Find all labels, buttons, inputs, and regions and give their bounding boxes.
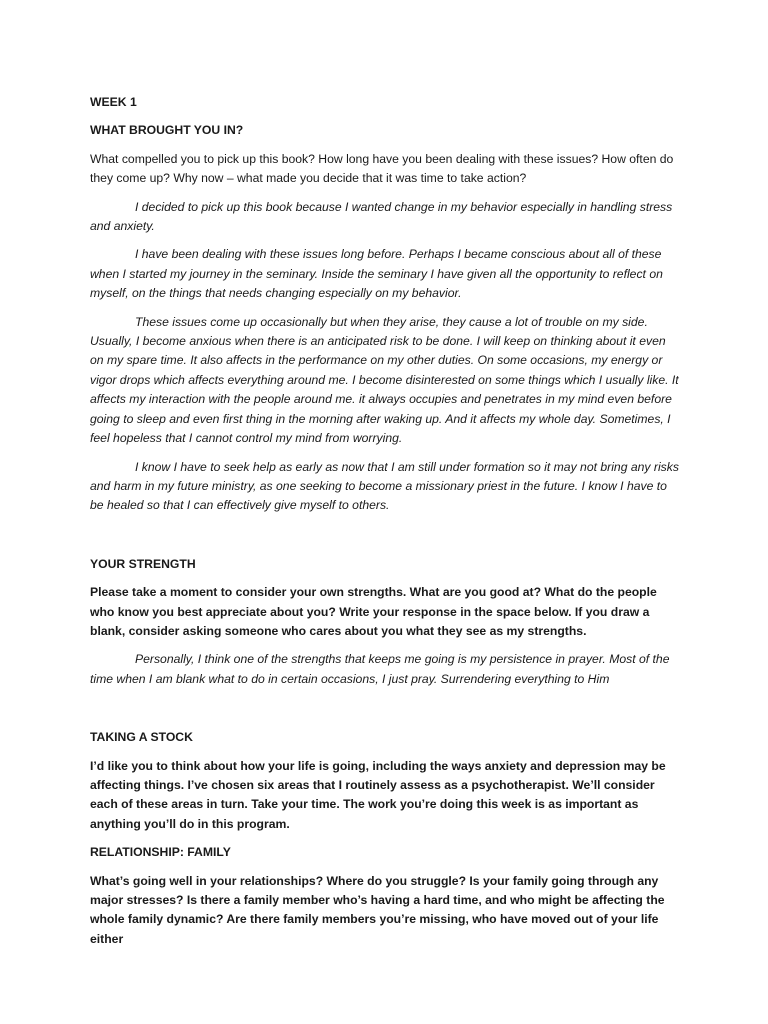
answer-paragraph: I have been dealing with these issues long before. Perhaps I became conscious about all of these when I started my journey in the seminary. Inside the seminary I have given all the opportunity to reflect on myself, on the things that needs changing especially on my behavior. (90, 247, 663, 301)
section-intro: I’d like you to think about how your life is going, including the ways anxiety and depression may be affecting things. I’ve chosen six areas that I routinely assess as a psychotherapist. We’ll consider each of these areas in turn. Take your time. The work you’re doing this week is as important as anything you’ll do in this program. (90, 758, 666, 831)
section-title-relationship-family: RELATIONSHIP: FAMILY (90, 845, 231, 860)
answer-paragraph: I know I have to seek help as early as now that I am still under formation so it may not bring any risks and harm in my future ministry, as one seeking to become a missionary priest in the future. I know I have to be healed so that I can effectively give myself to others. (90, 459, 679, 513)
section-title-your-strength: YOUR STRENGTH (90, 556, 196, 571)
section-question: What compelled you to pick up this book? How long have you been dealing with these issues? How often do they come up? Why now – what made you decide that it was time to take action? (90, 151, 674, 186)
section-prompt: Please take a moment to consider your own strengths. What are you good at? What do the people who know you best appreciate about you? Write your response in the space below. If you draw a blank, consider asking someone who cares about you what they see as my strengths. (90, 585, 657, 638)
section-title-what-brought-you-in: WHAT BROUGHT YOU IN? (90, 123, 244, 138)
section-spacer (90, 698, 680, 728)
section-title-taking-a-stock: TAKING A STOCK (90, 730, 193, 745)
answer-paragraph: Personally, I think one of the strengths that keeps me going is my persistence in prayer. Most of the time when I am blank what to do in certain occasions, I just pray. Surrendering everything to Him (90, 652, 670, 686)
section-question: What’s going well in your relationships? Where do you struggle? Is your family going through any major stresses? Is there a family member who’s having a hard time, and who might be affecting the whole family dynamic? Are there family members you’re missing, who have moved out of your life either (90, 873, 665, 946)
section-spacer (90, 525, 680, 555)
answer-paragraph: I decided to pick up this book because I wanted change in my behavior especially in handling stress and anxiety. (90, 199, 673, 234)
week-heading: WEEK 1 (90, 95, 137, 109)
answer-paragraph: These issues come up occasionally but when they arise, they cause a lot of trouble on my side. Usually, I become anxious when there is an anticipated risk to be done. I will keep on thinking about it even on my spare time. It also affects in the performance on my other duties. On some occasions, my energy or vigor drops which affects everything around me. I become disinterested on some things which I usually like. It affects my interaction with the people around me. it always occupies and penetrates in my mind even before going to sleep and even first thing in the morning after waking up. And it affects my whole day. Sometimes, I feel hopeless that I cannot control my mind from worrying. (90, 314, 679, 446)
